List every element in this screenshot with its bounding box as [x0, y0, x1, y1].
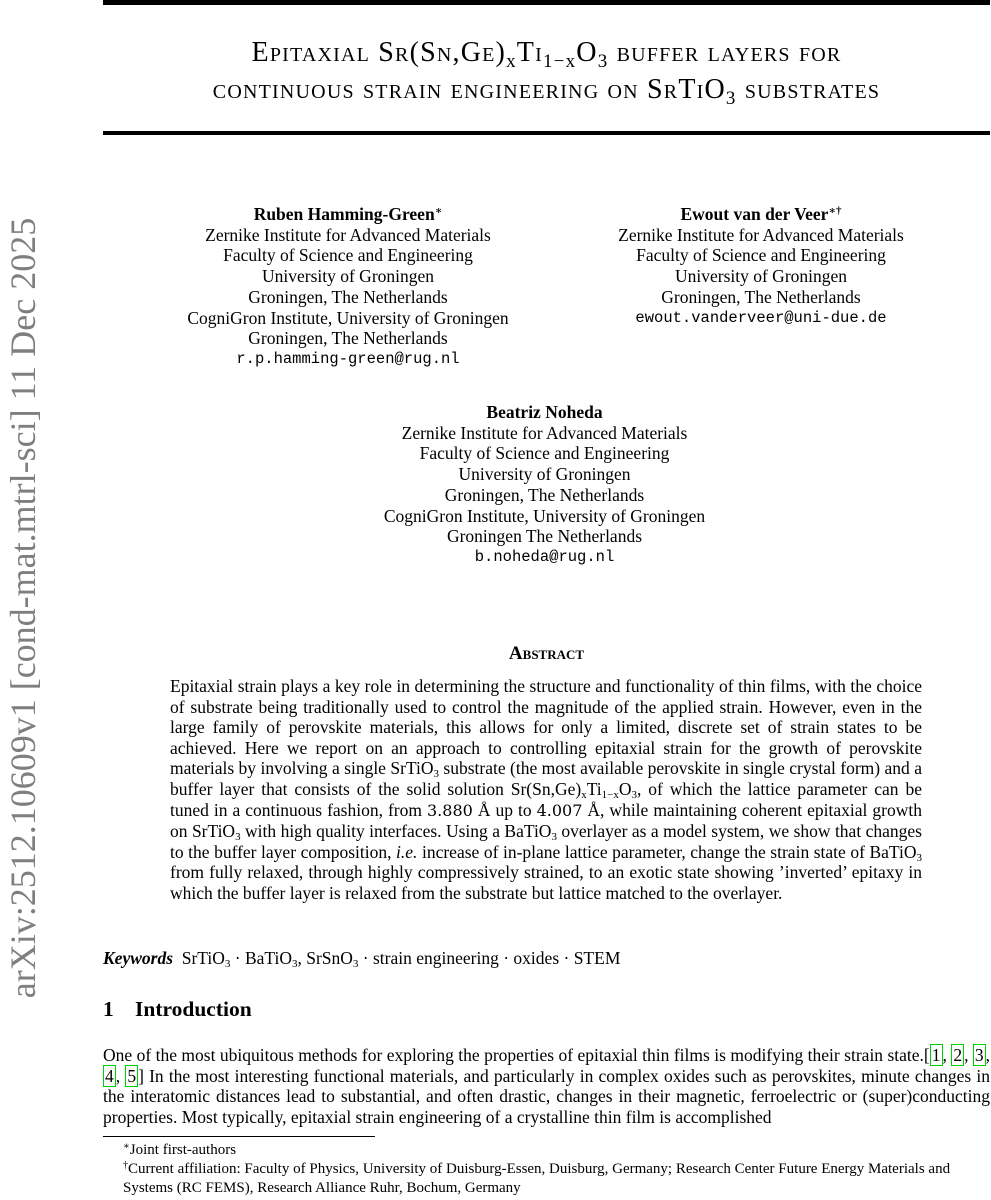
title-top-rule: [103, 0, 990, 5]
affiliation-line: Groningen, The Netherlands: [661, 286, 861, 307]
affiliation-line: Faculty of Science and Engineering: [419, 443, 670, 464]
footnotes: [103, 1141, 990, 1198]
citation-link[interactable]: 5: [127, 1065, 137, 1086]
introduction-paragraph: One of the most ubiquitous methods for exploring the properties of epitaxial thin films is modifying their strain state.[ 1 , 2 , 3 , 4 , 5 ] In the most interesting functional materials, and particularly in complex oxides such as perovskites, minute changes in the interatomic distances lead to substantial, and often drastic, changes in their magnetic, ferroelectric or (super)conducting properties. Most typically, epitaxial strain engineering of a crystalline thin film is accomplished: [103, 1045, 991, 1127]
title-bottom-rule: [103, 131, 990, 135]
footnote-joint-authors: ∗Joint first-authors: [123, 1141, 237, 1158]
affiliation-line: University of Groningen: [261, 266, 435, 287]
paper-title: [103, 34, 990, 108]
affiliation-line: Groningen, The Netherlands: [248, 286, 448, 307]
abstract-heading: Abstract: [508, 643, 585, 664]
affiliation-line: Groningen, The Netherlands: [444, 484, 645, 505]
author-email[interactable]: b.noheda@rug.nl: [474, 547, 615, 566]
title-line-2: continuous strain engineering on SrTiO$_3$ substrates: [212, 74, 881, 109]
author-email[interactable]: ewout.vanderveer@uni-due.de: [635, 308, 887, 327]
citation-link[interactable]: 2: [953, 1045, 963, 1065]
affiliation-line: Faculty of Science and Engineering: [223, 245, 473, 266]
author-block-hamming-green: [170, 204, 526, 370]
keywords-label: Keywords: [103, 948, 173, 968]
arxiv-sidebar-stamp: arXiv:2512.10609v1 [cond-mat.mtrl-sci] 11 Dec 2025: [3, 217, 43, 999]
footnote-rule: [103, 1136, 375, 1137]
abstract-body: Epitaxial strain plays a key role in determining the structure and functionality of thin films, with the choice of substrate being traditionally used to control the magnitude of the applied strain. However, even in the large family of perovskite materials, this allows for only a limited, discrete set of strain states to be achieved. Here we report on an approach to controlling epitaxial strain for the growth of perovskite materials by involving a single SrTiO$_3$ substrate (the most available perovskite in single crystal form) and a buffer layer that consists of the solid solution $Sr(Sn,Ge)_xTi_{1-x}O_3$, of which the lattice parameter can be tuned in a continuous fashion, from 3.880 Å up to 4.007 Å, while maintaining coherent epitaxial growth on SrTiO$_3$ with high quality interfaces. Using a BaTiO$_3$ overlayer as a model system, we show that changes to the buffer layer composition, i.e. increase of in-plane lattice parameter, change the strain state of BaTiO$_3$ from fully relaxed, through highly compressively strained, to an exotic state showing ’inverted’ epitaxy in which the buffer layer is relaxed from the substrate but lattice matched to the overlayer.: [170, 676, 922, 903]
affiliation-line: CogniGron Institute, University of Groningen: [383, 505, 706, 526]
affiliation-line: Zernike Institute for Advanced Materials: [401, 422, 688, 443]
author-name: Ewout van der Veer∗†: [680, 204, 842, 224]
section-heading-introduction: 1 Introduction: [103, 997, 252, 1021]
author-name: Ruben Hamming-Green∗: [253, 204, 443, 224]
lattice-value-min: 3.880: [427, 800, 473, 820]
keywords-line: Keywords SrTiO$_3$ · BaTiO$_3$, SrSnO$_3$ · strain engineering · oxides · STEM: [103, 948, 621, 970]
affiliation-line: Groningen The Netherlands: [446, 526, 643, 547]
citation-link[interactable]: 1: [931, 1045, 941, 1065]
author-block-van-der-veer: [580, 204, 942, 328]
affiliation-line: University of Groningen: [458, 464, 631, 485]
footnote-current-affiliation: †Current affiliation: Faculty of Physics, University of Duisburg-Essen, Duisburg, Germany; Research Center Future Energy Materials and Systems (RC FEMS), Research Alliance Ruhr, Bochum, Germany: [123, 1160, 951, 1196]
affiliation-line: CogniGron Institute, University of Groningen: [187, 307, 509, 328]
affiliation-line: University of Groningen: [674, 266, 848, 287]
author-block-noheda: [362, 402, 727, 568]
affiliation-line: Zernike Institute for Advanced Materials: [618, 224, 904, 245]
citation-link[interactable]: 4: [105, 1065, 114, 1086]
author-name: Beatriz Noheda: [486, 402, 603, 422]
affiliation-line: Faculty of Science and Engineering: [636, 245, 886, 266]
author-email[interactable]: r.p.hamming-green@rug.nl: [236, 349, 460, 368]
lattice-value-max: 4.007: [536, 800, 583, 820]
affiliation-line: Zernike Institute for Advanced Materials: [205, 224, 491, 245]
affiliation-line: Groningen, The Netherlands: [248, 328, 448, 349]
citation-link[interactable]: 3: [974, 1045, 984, 1065]
title-line-1: Epitaxial $Sr(Sn,Ge)_xTi_{1-x}O_3$ buffer layers for: [251, 37, 842, 72]
